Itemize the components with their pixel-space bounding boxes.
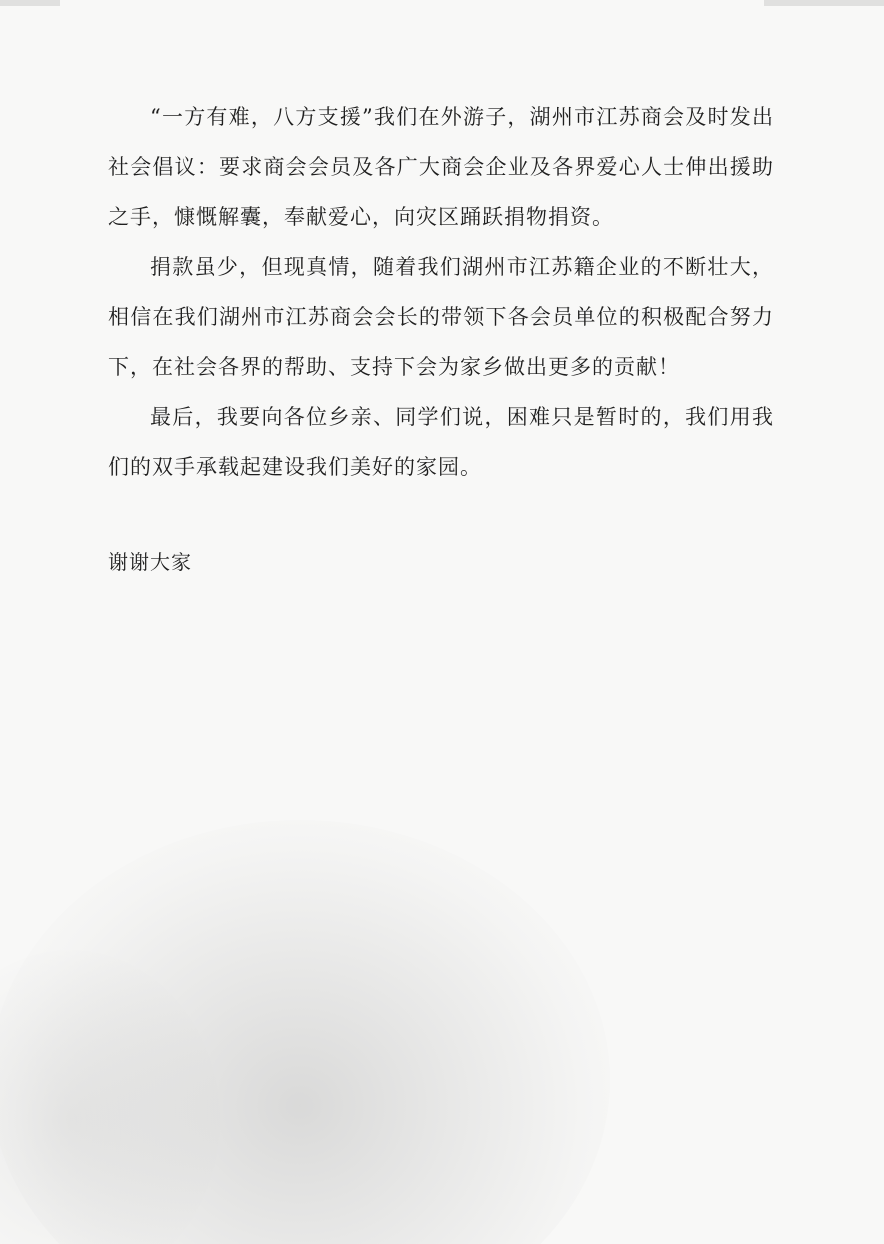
paragraph-appeal: “一方有难，八方支援”我们在外游子，湖州市江苏商会及时发出社会倡议：要求商会会员及各广大商会企业及各界爱心人士伸出援助之手，慷慨解囊，奉献爱心，向灾区踊跃捐物捐资。 bbox=[108, 105, 774, 229]
scan-edge-mark-left bbox=[0, 0, 60, 6]
paragraph-donation: 捐款虽少，但现真情，随着我们湖州市江苏籍企业的不断壮大，相信在我们湖州市江苏商会会长的带领下各会员单位的积极配合努力下，在社会各界的帮助、支持下会为家乡做出更多的贡献！ bbox=[108, 255, 774, 379]
paragraph-closing-message: 最后，我要向各位乡亲、同学们说，困难只是暂时的，我们用我们的双手承载起建设我们美好的家园。 bbox=[108, 405, 774, 479]
closing-thanks: 谢谢大家 bbox=[108, 550, 192, 574]
document-body bbox=[108, 92, 774, 492]
scan-edge-mark-right bbox=[764, 0, 884, 6]
scan-shadow bbox=[0, 820, 610, 1244]
scan-shadow-left bbox=[0, 950, 220, 1244]
